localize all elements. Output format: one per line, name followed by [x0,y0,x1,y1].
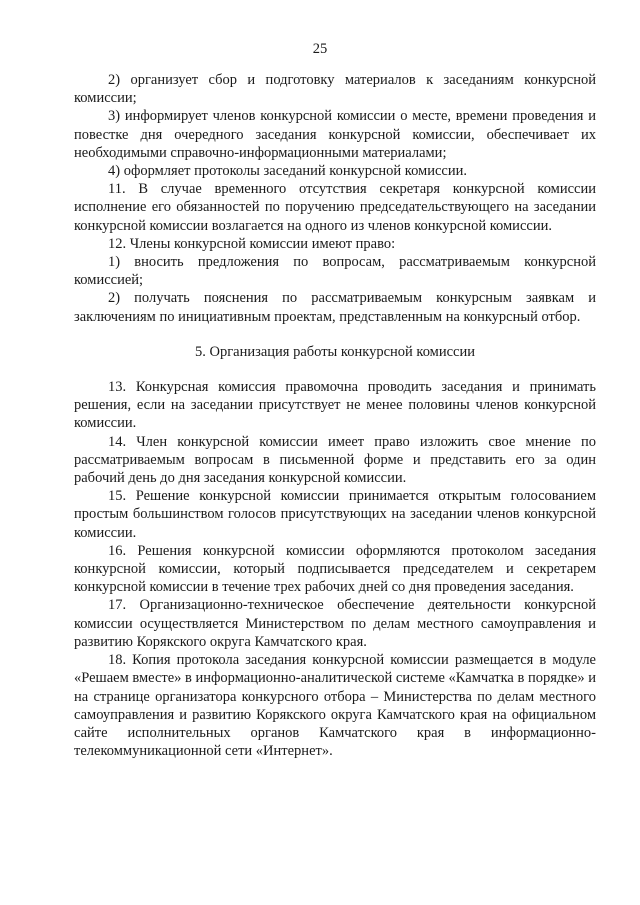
paragraph-item-3: 3) информирует членов конкурсной комиссии о месте, времени проведения и повестке дня очередного заседания конкурсной комиссии, обеспечивает их необходимыми справочно-информационными материалами; [74,108,596,161]
section-heading: 5. Организация работы конкурсной комиссии [194,343,476,360]
page-number: 25 [312,41,328,57]
paragraph-right-2: 2) получать пояснения по рассматриваемым конкурсным заявкам и заключениям по инициативным проектам, представленным на конкурсный отбор. [74,290,596,325]
paragraph-clause-11: 11. В случае временного отсутствия секретаря конкурсной комиссии исполнение его обязанностей по поручению председательствующего на заседании конкурсной комиссии возлагается на одного из членов конкурсной комиссии. [74,181,596,234]
paragraph-clause-18: 18. Копия протокола заседания конкурсной комиссии размещается в модуле «Решаем вместе» в информационно-аналитической системе «Камчатка в порядке» и на странице организатора конкурсного отбора – Министерства по делам местного самоуправления и развитию Корякского округа Камчатского края на официальном сайте исполнительных органов Камчатского края в информационно-телекоммуникационной сети «Интернет». [74,652,597,760]
paragraph-clause-14: 14. Член конкурсной комиссии имеет право изложить свое мнение по рассматриваемым вопросам в письменной форме и представить его за один рабочий день до дня заседания конкурсной комиссии. [74,433,596,487]
paragraph-clause-15: 15. Решение конкурсной комиссии принимается открытым голосованием простым большинством голосов присутствующих на заседании членов конкурсной комиссии. [74,488,596,541]
paragraph-clause-16: 16. Решения конкурсной комиссии оформляются протоколом заседания конкурсной комиссии, который подписывается председателем и секретарем конкурсной комиссии в течение трех рабочих дней со дня проведения заседания. [74,542,596,596]
paragraph-clause-17: 17. Организационно-техническое обеспечение деятельности конкурсной комиссии осуществляется Министерством по делам местного самоуправления и развитию Корякского округа Камчатского края. [74,597,596,650]
paragraph-clause-13: 13. Конкурсная комиссия правомочна проводить заседания и принимать решения, если на заседании присутствует не менее половины членов конкурсной комиссии. [74,379,596,432]
paragraph-clause-12: 12. Члены конкурсной комиссии имеют право: [108,235,396,252]
paragraph-item-4: 4) оформляет протоколы заседаний конкурсной комиссии. [108,163,468,180]
paragraph-right-1: 1) вносить предложения по вопросам, рассматриваемым конкурсной комиссией; [74,254,596,289]
paragraph-item-2: 2) организует сбор и подготовку материалов к заседаниям конкурсной комиссии; [74,72,596,107]
document-body [74,71,596,760]
